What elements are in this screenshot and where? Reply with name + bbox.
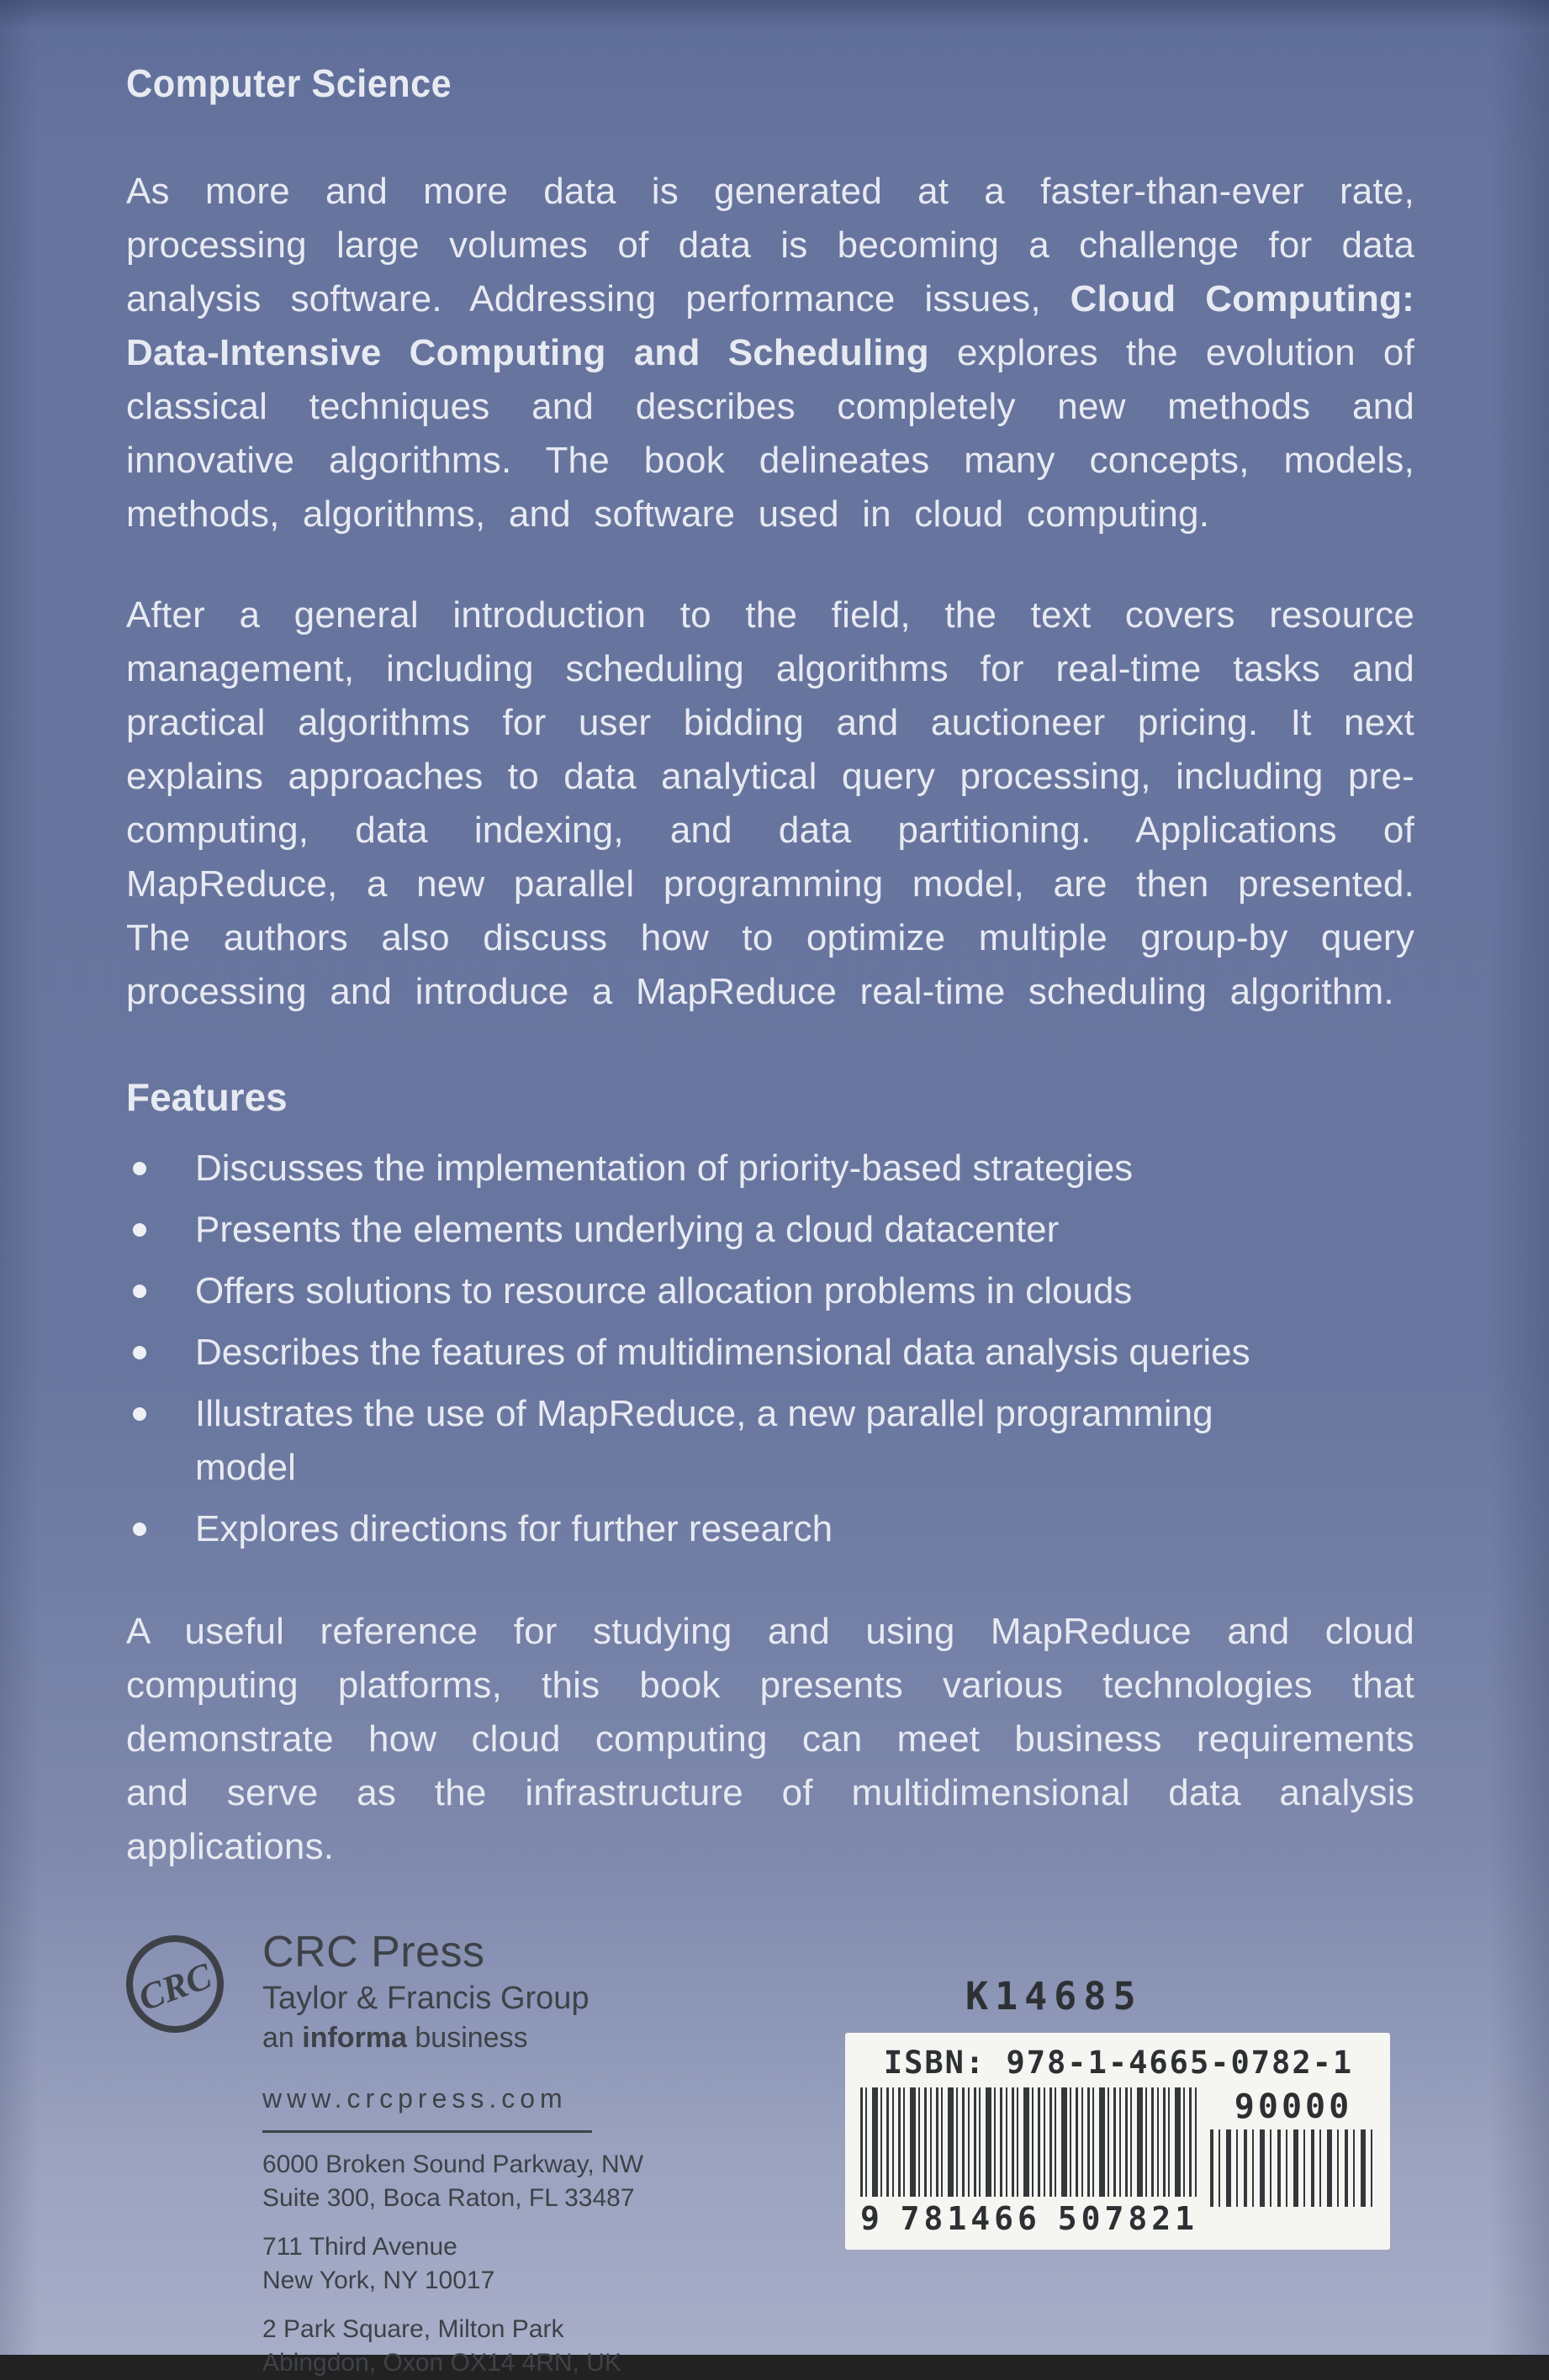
feature-item [126, 1203, 1414, 1257]
synopsis-text-post: explores the evolution of classical techniques and describes completely new methods and innovative algorithms. The book delineates many concepts, models, methods, algorithms, and software used in cloud computing. [126, 332, 1414, 535]
isbn-label: ISBN: 978-1-4665-0782-1 [883, 2045, 1354, 2081]
address-group [262, 2230, 643, 2298]
address-line: 6000 Broken Sound Parkway, NW [262, 2150, 644, 2178]
feature-item [126, 1387, 1238, 1495]
synopsis-paragraph-2: After a general introduction to the field, the text covers resource management, including scheduling algorithms for real-time tasks and practical algorithms for user bidding and auctioneer pricing. It next explains approaches to data analytical query processing, including pre-computing, data indexing, and data partitioning. Applications of MapReduce, a new parallel programming model, are then presented. The authors also discuss how to optimize multiple group-by query processing and introduce a MapReduce real-time scheduling algorithm. [126, 594, 1414, 1012]
feature-item [126, 1142, 1414, 1195]
bullet-icon [133, 1346, 146, 1359]
barcode-row [860, 2087, 1377, 2237]
address-line: Suite 300, Boca Raton, FL 33487 [262, 2184, 635, 2212]
publisher-group: Taylor & Francis Group [262, 1981, 589, 2016]
divider-line [262, 2130, 592, 2133]
feature-item-text: Presents the elements underlying a cloud datacenter [195, 1209, 1060, 1250]
features-list [126, 1142, 1414, 1556]
publisher-text-block [262, 1927, 643, 2380]
synopsis-text-pre: As more and more data is generated at a faster-than-ever rate, processing large volumes of data is becoming a challenge for data analysis software. Addressing performance issues, [126, 171, 1414, 319]
crc-logo [126, 1935, 224, 2033]
bullet-icon [133, 1223, 146, 1237]
publisher-business-post: business [406, 2022, 528, 2054]
address-line: Abingdon, Oxon OX14 4RN, UK [262, 2349, 621, 2377]
price-code: 90000 [1234, 2087, 1353, 2126]
barcode-digit-group: 507821 [1057, 2200, 1198, 2237]
feature-item-text: Explores directions for further research [195, 1508, 833, 1549]
barcode-digit-left: 9 [860, 2200, 884, 2237]
feature-item-text: Offers solutions to resource allocation problems in clouds [195, 1270, 1133, 1311]
closing-paragraph: A useful reference for studying and using MapReduce and cloud computing platforms, this book presents various technologies that demonstrate how cloud computing can meet business requirements and serve as the infrastructure of multidimensional data analysis applications. [126, 1611, 1414, 1867]
barcode-digits [860, 2200, 1198, 2237]
bullet-icon [133, 1162, 146, 1175]
barcode-digit-group: 781466 [900, 2200, 1041, 2237]
isbn-barcode-panel [845, 2033, 1390, 2250]
publisher-business-brand: informa [302, 2022, 407, 2054]
address-line: 2 Park Square, Milton Park [262, 2315, 564, 2343]
book-title-bold: Cloud Computing: Data-Intensive Computing and Scheduling [126, 278, 1415, 373]
ean-barcode [860, 2087, 1198, 2237]
feature-item [126, 1326, 1414, 1380]
publisher-name: CRC Press [262, 1928, 485, 1976]
supplemental-barcode [1210, 2087, 1377, 2237]
address-line: 711 Third Avenue [262, 2233, 457, 2261]
feature-item-text: Describes the features of multidimensional data analysis queries [195, 1332, 1250, 1373]
features-heading: Features [126, 1075, 288, 1119]
address-line: New York, NY 10017 [262, 2267, 495, 2294]
crc-logo-text: CRC [133, 1955, 217, 2019]
bullet-icon [133, 1285, 146, 1298]
feature-item [126, 1264, 1414, 1318]
publisher-business [262, 2019, 643, 2056]
address-group [262, 2148, 643, 2215]
publisher-business-pre: an [262, 2022, 303, 2054]
feature-item [126, 1502, 1414, 1556]
synopsis-paragraph-1 [126, 165, 1414, 541]
book-code: K14685 [965, 1974, 1143, 2019]
bullet-icon [133, 1407, 146, 1421]
publisher-website: www.crcpress.com [262, 2083, 568, 2114]
publisher-block [126, 1927, 643, 2380]
feature-item-text: Illustrates the use of MapReduce, a new parallel programming model [195, 1393, 1213, 1488]
feature-item-text: Discusses the implementation of priority-based strategies [195, 1148, 1134, 1189]
supplemental-bars-icon [1210, 2129, 1377, 2207]
bullet-icon [133, 1522, 146, 1536]
barcode-bars-icon [860, 2087, 1198, 2197]
back-cover-copy [126, 61, 1414, 1921]
address-group [262, 2313, 643, 2380]
category-label: Computer Science [126, 61, 452, 105]
